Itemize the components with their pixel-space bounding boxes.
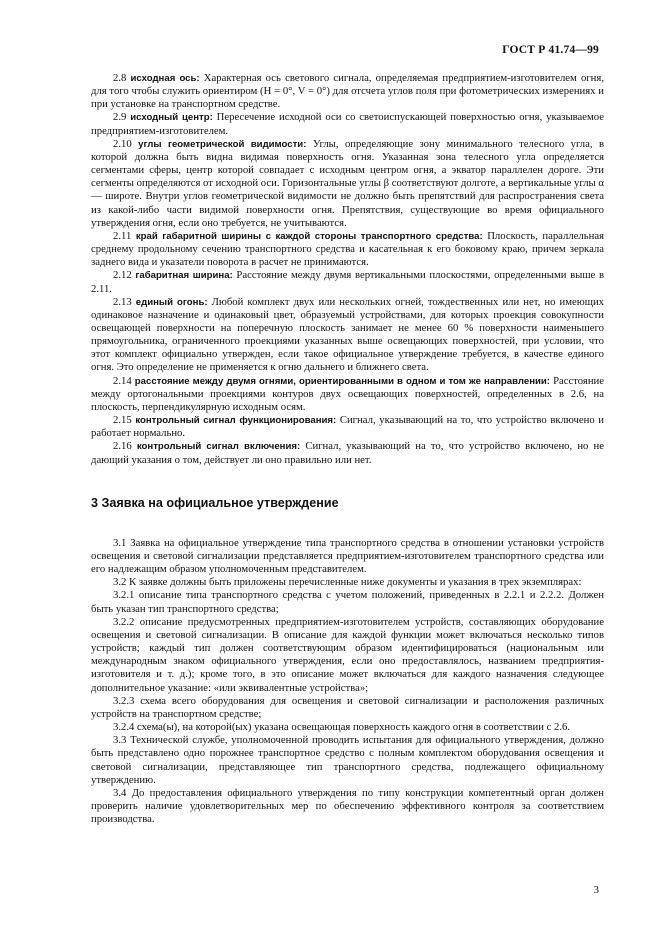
defined-term: углы геометрической видимости: <box>138 138 307 150</box>
clause-number: 2.14 <box>113 374 132 387</box>
definition-paragraph <box>91 72 604 111</box>
body-paragraph: 3.2.1 описание типа транспортного средства с учетом положений, приведенных в 2.2.1 и 2.2.2. Должен быть указан тип транспортного средства; <box>91 589 604 615</box>
body-paragraph: 3.3 Технической службе, уполномоченной проводить испытания для официального утверждения, должно быть представлено одно порожнее транспортное средство с полным комплектом оборудования освещения и световой сигнализации, представляющее тип транспортного средства, подлежащего официальному утверждению. <box>91 734 604 786</box>
definition-text: Плоскость, параллельная среднему продольному сечению транспортного средства и касательная к его боковому краю, причем зеркала заднего вида и указатели поворота в расчет не принимаются. <box>91 229 604 269</box>
defined-term: единый огонь: <box>135 296 208 308</box>
definition-paragraph <box>91 138 604 230</box>
definition-paragraph <box>91 296 604 375</box>
defined-term: расстояние между двумя огнями, ориентированными в одном и том же направлении: <box>134 375 550 387</box>
definitions-list <box>91 72 604 467</box>
defined-term: исходная ось: <box>130 73 200 84</box>
body-paragraph: 3.4 До предоставления официального утверждения по типу конструкции компетентный орган должен проверить наличие удовлетворительных мер по обеспечению эффективного контроля за соответствием производства. <box>91 786 604 826</box>
clause-number: 2.16 <box>113 440 132 453</box>
clause-number: 2.11 <box>113 229 132 242</box>
defined-term: край габаритной ширины с каждой стороны транспортного средства: <box>135 230 483 242</box>
clause-number: 2.10 <box>113 137 132 150</box>
defined-term: контрольный сигнал функционирования: <box>135 415 337 427</box>
definition-paragraph <box>91 269 604 295</box>
page-header: ГОСТ Р 41.74—99 <box>502 44 599 56</box>
body-paragraph: 3.2.3 схема всего оборудования для освещения и световой сигнализации и расположения различных устройств на транспортном средстве; <box>91 694 604 720</box>
body-paragraph: 3.2 К заявке должны быть приложены перечисленные ниже документы и указания в трех экземплярах: <box>113 576 582 589</box>
defined-term: габаритная ширина: <box>135 270 233 282</box>
body-paragraph: 3.1 Заявка на официальное утверждение типа транспортного средства в отношении установки устройств освещения и световой сигнализации представляется предприятием-изготовителем транспортного средства или его надлежащим образом уполномоченным представителем. <box>91 536 604 576</box>
clause-number: 2.9 <box>113 111 127 124</box>
definition-text: Пересечение исходной оси со светоиспускающей поверхностью огня, указываемое предприятием-изготовителем. <box>91 111 605 137</box>
document-body <box>91 72 604 826</box>
definition-text: Любой комплект двух или нескольких огней, тождественных или нет, но имеющих одинаковое назначение и одинаковый цвет, образуемый устройствами, для которых проекция совокупности освещающей поверхности на поперечную плоскость занимает не менее 60 % поверхности наименьшего прямоугольника, ограниченного проекциями указанных выше освещающих поверхностей, при условии, что этот комплект официально утвержден, если такое официальное утверждение требуется, в качестве единого огня. Это определение не применяется к огню дальнего и ближнего света. <box>91 295 605 374</box>
definition-text: Характерная ось светового сигнала, определяемая предприятием-изготовителем огня, для того чтобы служить ориентиром (H = 0°, V = 0°) для отсчета углов поля при фотометрических измерениях и при установке на транспортном средстве. <box>91 72 604 111</box>
clause-number: 2.15 <box>113 414 132 427</box>
section-paragraphs <box>91 537 604 826</box>
body-paragraph: 3.2.2 описание предусмотренных предприятием-изготовителем устройств, составляющих оборудование освещения и световой сигнализации. В описание для каждой функции может включаться несколько типов устройств; каждый тип должен соответствующим образом идентифицироваться (национальным или международным знаком официального утверждения, если оно предоставлялось, названием предприятия-изготовителя и т. д.); кроме того, в это описание может включаться для каждого назначения следующее дополнительное указание: «или эквивалентные устройства»; <box>91 615 604 694</box>
definition-text: Углы, определяющие зону минимального телесного угла, в которой должна быть видна видимая поверхность огня. Указанная зона телесного угла определяется сегментами сферы, центр которой совпадает с исходным центром огня, а экватор параллелен дороге. Эти сегменты определяются от исходной оси. Горизонтальные углы β соответствуют долготе, а вертикальные углы α — широте. Внутри углов геометрической видимости не должно быть препятствий для распространения света из какой-либо части видимой поверхности огня. Препятствия, существующие во время официального утверждения огня, если оно требуется, не учитываются. <box>91 137 605 229</box>
defined-term: исходный центр: <box>130 112 213 124</box>
clause-number: 2.12 <box>113 269 132 282</box>
definition-text: Сигнал, указывающий на то, что устройство включено, но не дающий указания о том, действует ли оно правильно или нет. <box>91 440 605 466</box>
section-title: 3 Заявка на официальное утверждение <box>91 495 339 510</box>
definition-text: Расстояние между двумя вертикальными плоскостями, определенными выше в 2.11. <box>91 269 605 295</box>
definition-paragraph <box>91 414 604 440</box>
body-paragraph: 3.2.4 схема(ы), на которой(ых) указана освещающая поверхность каждого огня в соответствии с 2.6. <box>113 721 571 734</box>
definition-text: Расстояние между ортогональными проекциями контуров двух освещающих поверхностей, определенных в 2.6, на плоскость, перпендикулярную исходным осям. <box>91 374 605 413</box>
clause-number: 2.13 <box>113 295 132 308</box>
definition-paragraph <box>91 111 604 137</box>
page-number: 3 <box>593 884 599 896</box>
defined-term: контрольный сигнал включения: <box>136 441 301 453</box>
definition-paragraph <box>91 230 604 269</box>
definition-paragraph <box>91 375 604 414</box>
definition-text: Сигнал, указывающий на то, что устройство включено и работает нормально. <box>91 414 605 440</box>
definition-paragraph <box>91 440 604 466</box>
clause-number: 2.8 <box>113 72 127 84</box>
